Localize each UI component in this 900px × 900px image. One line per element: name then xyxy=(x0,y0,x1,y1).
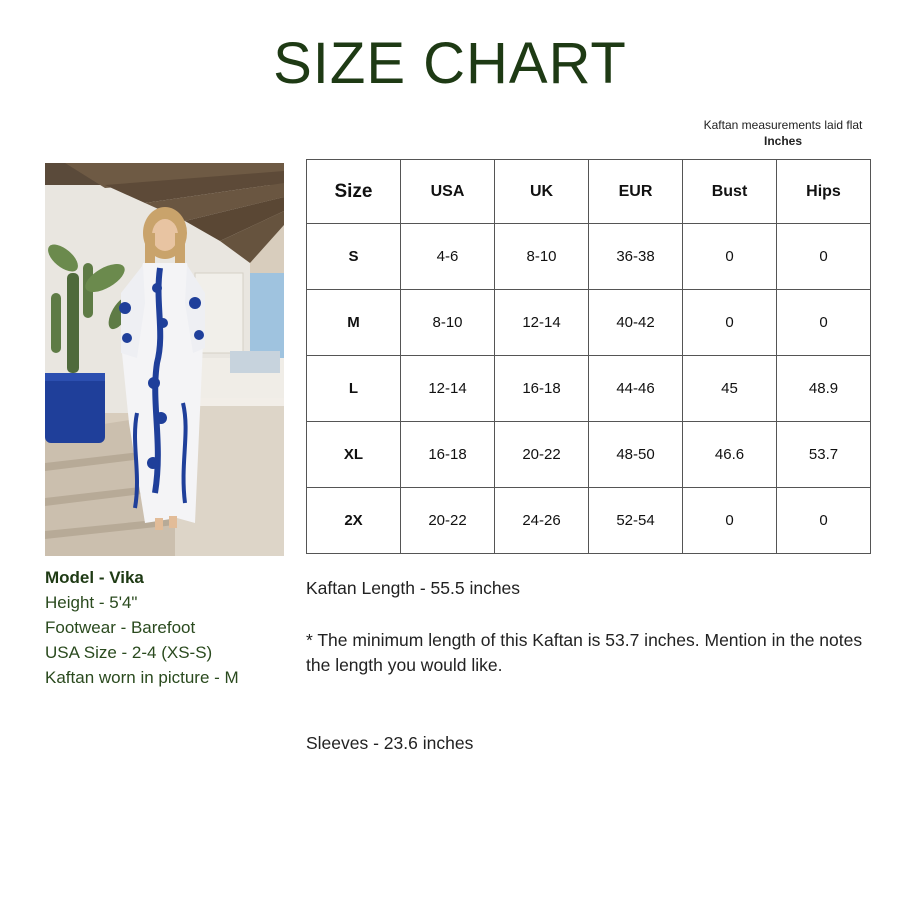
table-header-row xyxy=(307,160,871,224)
column-header-eur: EUR xyxy=(589,160,683,224)
table-row xyxy=(307,488,871,554)
hips-cell: 0 xyxy=(777,224,871,290)
page-title: SIZE CHART xyxy=(273,31,627,96)
column-header-usa: USA xyxy=(401,160,495,224)
eur-cell: 48-50 xyxy=(589,422,683,488)
eur-cell: 44-46 xyxy=(589,356,683,422)
uk-cell: 16-18 xyxy=(495,356,589,422)
table-row xyxy=(307,290,871,356)
size-cell: 2X xyxy=(307,488,401,554)
minimum-length-note: * The minimum length of this Kaftan is 53.7 inches. Mention in the notes the length you would like. xyxy=(306,630,863,675)
sleeves-note: Sleeves - 23.6 inches xyxy=(306,733,474,753)
eur-cell: 40-42 xyxy=(589,290,683,356)
size-cell: XL xyxy=(307,422,401,488)
model-photo xyxy=(45,163,284,556)
table-row xyxy=(307,422,871,488)
model-photo-illustration xyxy=(45,163,284,556)
hips-cell: 0 xyxy=(777,488,871,554)
measurement-notes xyxy=(306,576,886,756)
usa-cell: 4-6 xyxy=(401,224,495,290)
size-chart-table xyxy=(306,159,871,554)
hips-cell: 48.9 xyxy=(777,356,871,422)
uk-cell: 20-22 xyxy=(495,422,589,488)
bust-cell: 0 xyxy=(683,224,777,290)
model-info xyxy=(45,565,295,690)
model-kaftan-worn: Kaftan worn in picture - M xyxy=(45,668,239,687)
column-header-uk: UK xyxy=(495,160,589,224)
eur-cell: 52-54 xyxy=(589,488,683,554)
usa-cell: 8-10 xyxy=(401,290,495,356)
bust-cell: 0 xyxy=(683,290,777,356)
bust-cell: 0 xyxy=(683,488,777,554)
hips-cell: 0 xyxy=(777,290,871,356)
bust-cell: 45 xyxy=(683,356,777,422)
measurement-note xyxy=(683,117,883,149)
column-header-hips: Hips xyxy=(777,160,871,224)
uk-cell: 12-14 xyxy=(495,290,589,356)
model-usa-size: USA Size - 2-4 (XS-S) xyxy=(45,643,213,662)
table-row xyxy=(307,224,871,290)
eur-cell: 36-38 xyxy=(589,224,683,290)
column-header-size: Size xyxy=(307,160,401,224)
size-cell: M xyxy=(307,290,401,356)
bust-cell: 46.6 xyxy=(683,422,777,488)
size-cell: L xyxy=(307,356,401,422)
model-height: Height - 5'4" xyxy=(45,593,138,612)
kaftan-length-note: Kaftan Length - 55.5 inches xyxy=(306,578,521,598)
hips-cell: 53.7 xyxy=(777,422,871,488)
usa-cell: 20-22 xyxy=(401,488,495,554)
uk-cell: 24-26 xyxy=(495,488,589,554)
measurement-note-text: Kaftan measurements laid flat xyxy=(703,118,863,132)
uk-cell: 8-10 xyxy=(495,224,589,290)
model-name: Model - Vika xyxy=(45,568,144,587)
usa-cell: 16-18 xyxy=(401,422,495,488)
usa-cell: 12-14 xyxy=(401,356,495,422)
table-row xyxy=(307,356,871,422)
size-cell: S xyxy=(307,224,401,290)
measurement-units: Inches xyxy=(763,134,802,148)
column-header-bust: Bust xyxy=(683,160,777,224)
model-footwear: Footwear - Barefoot xyxy=(45,618,196,637)
